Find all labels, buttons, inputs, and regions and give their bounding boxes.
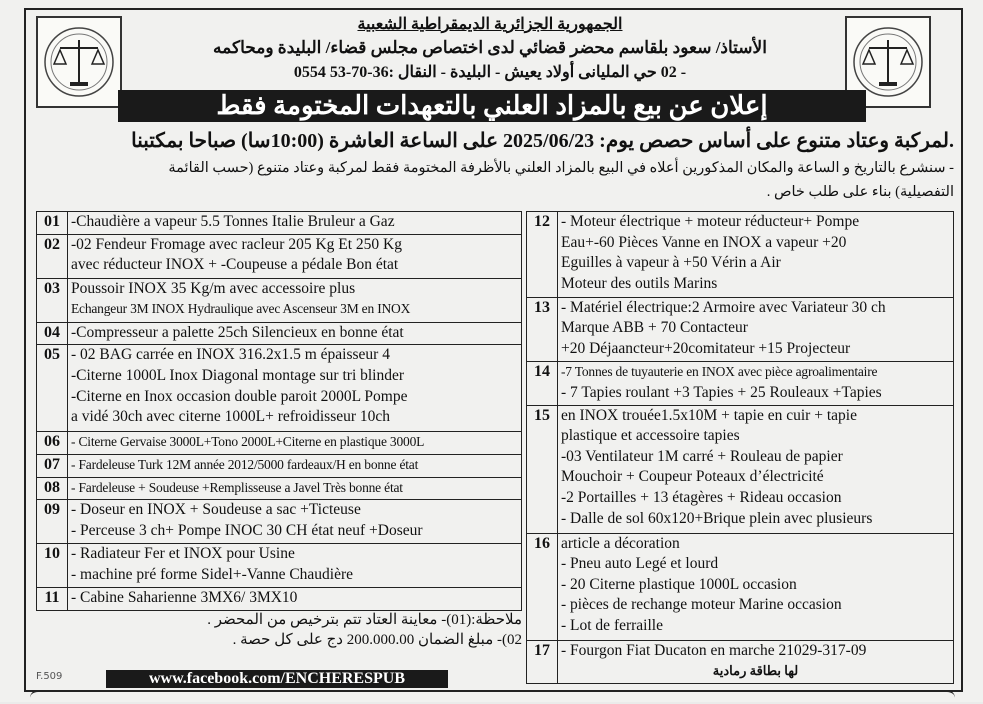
lot-row — [37, 212, 522, 235]
lot-description-line: article a décoration — [561, 534, 680, 552]
lot-description-line: -Citerne en Inox occasion double paroit 2000L Pompe — [71, 387, 408, 405]
lot-description-line: - machine pré forme Sidel+-Vanne Chaudière — [71, 565, 354, 583]
lot-description-line: Poussoir INOX 35 Kg/m avec accessoire plus — [71, 279, 356, 297]
lot-description-line: - pièces de rechange moteur Marine occasion — [561, 596, 842, 614]
announcement-title: إعلان عن بيع بالمزاد العلني بالتعهدات المختومة فقط — [118, 90, 866, 122]
lot-number: 14 — [527, 362, 558, 405]
lot-description-line: Eau+-60 Pièces Vanne en INOX a vapeur +20 — [561, 233, 847, 251]
facebook-link[interactable]: www.facebook.com/ENCHERESPUB — [106, 670, 448, 688]
lot-description-line: Eguilles à vapeur à +50 Vérin a Air — [561, 254, 781, 272]
lot-description — [558, 405, 954, 533]
sale-date-line: .لمركبة وعتاد متنوع على أساس حصص يوم: 2025/06/23 على الساعة العاشرة (10:00سا) صباحا بمكتبنا — [131, 130, 954, 152]
lot-description — [68, 588, 522, 611]
lot-number: 02 — [37, 234, 68, 278]
lot-description-line: -Citerne 1000L Inox Diagonal montage sur tri blinder — [71, 366, 405, 384]
lot-description-line: - Moteur électrique + moteur réducteur+ Pompe — [561, 213, 860, 230]
lot-description — [68, 212, 522, 235]
lot-row — [527, 212, 954, 298]
lot-description — [68, 544, 522, 588]
lot-row — [37, 455, 522, 478]
lot-description-line: a vidé 30ch avec citerne 1000L+ refroidisseur 10ch — [71, 408, 391, 426]
intro-line-1: - سنشرع بالتاريخ و الساعة والمكان المذكورين أعلاه في البيع بالمزاد العلني بالأظرفة المختومة فقط لمركبة وعتاد متنوع (حسب القائمة — [168, 160, 954, 176]
lot-description-line: - 7 Tapies roulant +3 Tapies + 25 Rouleaux +Tapies — [561, 383, 882, 401]
lot-row — [37, 432, 522, 455]
lot-row — [37, 234, 522, 278]
lot-description-line: - Pneu auto Legé et lourd — [561, 555, 719, 573]
lot-description-line: - Cabine Saharienne 3MX6/ 3MX10 — [71, 589, 298, 607]
lot-number: 12 — [527, 212, 558, 298]
lot-number: 07 — [37, 455, 68, 478]
lot-number: 15 — [527, 405, 558, 533]
lot-row — [37, 588, 522, 611]
lot-row — [527, 405, 954, 533]
lot-number: 04 — [37, 322, 68, 345]
lot-description-line: -02 Fendeur Fromage avec racleur 205 Kg Et 250 Kg — [71, 235, 402, 253]
lot-description-line: -Compresseur a palette 25ch Silencieux en bonne état — [71, 323, 404, 341]
lot-row — [527, 533, 954, 640]
lot-description — [558, 533, 954, 640]
lot-description — [68, 432, 522, 455]
lot-description-line: لها بطاقة رمادية — [712, 663, 799, 679]
lot-description-line: - Doseur en INOX + Soudeuse a sac +Ticteuse — [71, 501, 361, 519]
lot-number: 10 — [37, 544, 68, 588]
lot-description-line: -Chaudière a vapeur 5.5 Tonnes Italie Bruleur a Gaz — [71, 213, 395, 230]
lot-description-line: Marque ABB + 70 Contacteur — [561, 319, 748, 337]
lot-description-line: - Lot de ferraille — [561, 617, 663, 635]
lot-description-line: -2 Portailles + 13 étagères + Rideau occasion — [561, 489, 842, 507]
lot-row — [37, 544, 522, 588]
lot-description — [68, 234, 522, 278]
lot-number: 09 — [37, 500, 68, 544]
lot-description-line: - 02 BAG carrée en INOX 316.2x1.5 m épaisseur 4 — [71, 346, 390, 364]
justice-scales-logo-left — [36, 16, 122, 108]
lot-description-line: +20 Déjaancteur+20comitateur +15 Projecteur — [561, 339, 851, 357]
lot-description-line: - 20 Citerne plastique 1000L occasion — [561, 575, 797, 593]
lot-description-line: en INOX trouée1.5x10M + tapie en cuir + tapie — [561, 406, 857, 424]
lot-number: 08 — [37, 477, 68, 500]
republic-header: الجمهورية الجزائرية الديمقراطية الشعبية — [357, 16, 623, 33]
lot-row — [37, 477, 522, 500]
lot-description — [558, 640, 954, 683]
lot-description-line: plastique et accessoire tapies — [561, 427, 740, 445]
lot-description — [68, 345, 522, 432]
lot-description — [68, 477, 522, 500]
lot-number: 05 — [37, 345, 68, 432]
lot-description-line: - Fourgon Fiat Ducaton en marche 21029-317-09 — [561, 641, 867, 659]
lot-description-line: Mouchoir + Coupeur Poteaux d’électricité — [561, 468, 824, 486]
lot-description — [68, 278, 522, 322]
lot-description-line: -03 Ventilateur 1M carré + Rouleau de papier — [561, 447, 843, 465]
lot-row — [527, 297, 954, 362]
lot-number: 13 — [527, 297, 558, 362]
lot-row — [37, 345, 522, 432]
note-guarantee: 02)- مبلغ الضمان 200.000.00 دج على كل حصة . — [232, 632, 522, 648]
intro-line-2: التفصيلية) بناء على طلب خاص . — [766, 184, 954, 200]
ad-reference-code: F.509 — [36, 671, 63, 682]
lot-description-line: - Citerne Gervaise 3000L+Tono 2000L+Citerne en plastique 3000L — [71, 434, 425, 450]
lot-row — [527, 362, 954, 405]
lot-description-line: - Dalle de sol 60x120+Brique plein avec plusieurs — [561, 509, 873, 527]
lot-row — [37, 322, 522, 345]
lot-description — [558, 297, 954, 362]
lot-row — [37, 500, 522, 544]
lot-description-line: - Perceuse 3 ch+ Pompe INOC 30 CH état neuf +Doseur — [71, 521, 423, 539]
lot-description-line: - Fardeleuse Turk 12M année 2012/5000 fardeaux/H en bonne état — [71, 457, 419, 473]
lots-table-left — [36, 211, 522, 611]
note-inspection: ملاحظة:(01)- معاينة العتاد تتم بترخيص من المحضر . — [207, 612, 522, 628]
notes-block — [36, 610, 522, 650]
lot-row — [37, 278, 522, 322]
lot-description-line: avec réducteur INOX + -Coupeuse a pédale Bon état — [71, 256, 399, 274]
lot-number: 03 — [37, 278, 68, 322]
lot-description-line: -7 Tonnes de tuyauterie en INOX avec pièce agroalimentaire — [561, 364, 878, 380]
office-address: - 02 حي المليانى أولاد يعيش - البليدة - النقال :36-70-53 0554 — [293, 64, 687, 81]
lot-number: 06 — [37, 432, 68, 455]
lot-number: 11 — [37, 588, 68, 611]
lot-number: 01 — [37, 212, 68, 235]
lot-description — [68, 500, 522, 544]
lot-description — [558, 362, 954, 405]
lot-description-line: - Matériel électrique:2 Armoire avec Variateur 30 ch — [561, 298, 886, 316]
bailiff-name: الأستاذ/ سعود بلقاسم محضر قضائي لدى اختصاص مجلس قضاء/ البليدة ومحاكمه — [213, 38, 767, 57]
lot-description-line: Echangeur 3M INOX Hydraulique avec Ascenseur 3M en INOX — [71, 301, 411, 317]
lot-number: 17 — [527, 640, 558, 683]
lots-table-right — [526, 211, 954, 684]
lot-description-line: - Radiateur Fer et INOX pour Usine — [71, 545, 295, 563]
lot-description-line: - Fardeleuse + Soudeuse +Remplisseuse a Javel Très bonne état — [71, 479, 403, 495]
lot-description — [558, 212, 954, 298]
lot-description-line: Moteur des outils Marins — [561, 274, 718, 292]
lot-description — [68, 322, 522, 345]
lot-description — [68, 455, 522, 478]
lot-row — [527, 640, 954, 683]
lot-number: 16 — [527, 533, 558, 640]
